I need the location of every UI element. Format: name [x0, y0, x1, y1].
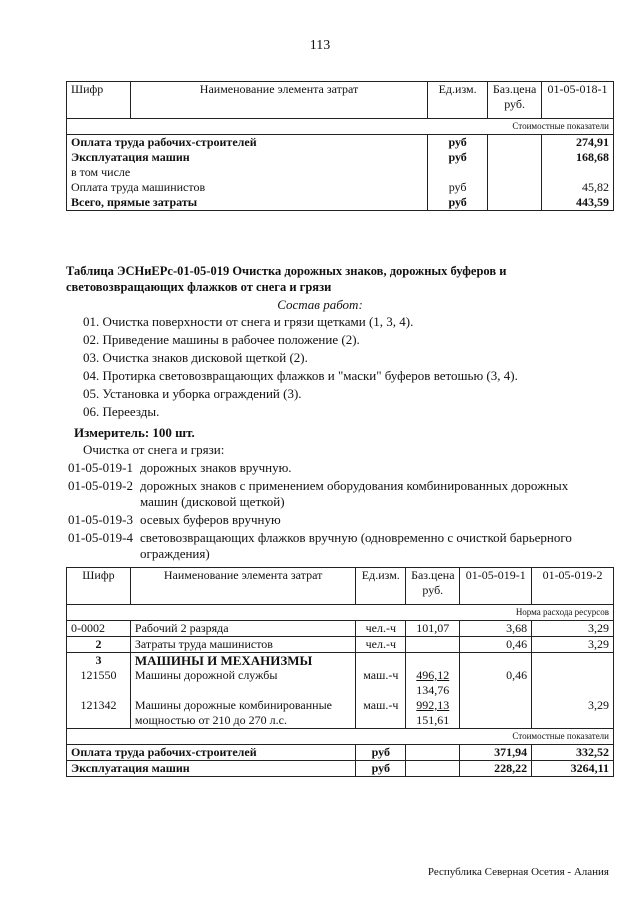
row-code: 0-0002 — [67, 621, 131, 637]
row-unit: чел.-ч — [356, 621, 406, 637]
row-v2 — [532, 668, 614, 698]
works-title: Состав работ: — [277, 297, 363, 312]
item-code: 01-05-019-3 — [68, 512, 133, 527]
item-code: 01-05-019-4 — [68, 530, 133, 545]
row-v1: 0,46 — [460, 668, 532, 698]
row-unit: руб — [428, 195, 488, 211]
row-name: Оплата труда машинистов — [67, 180, 428, 195]
row-unit — [356, 653, 406, 669]
table-row — [67, 637, 614, 653]
header-code: Шифр — [67, 82, 131, 119]
header-col1: 01-05-018-1 — [542, 82, 614, 119]
row-price — [406, 745, 460, 761]
price-base: 496,12 — [416, 668, 450, 682]
work-item: 06. Переезды. — [83, 404, 160, 419]
row-v1: 168,68 — [542, 150, 614, 165]
table-row — [67, 195, 614, 211]
row-code: 2 — [67, 637, 131, 653]
row-v1 — [460, 653, 532, 669]
row-price — [488, 195, 542, 211]
note-row — [67, 119, 614, 135]
row-v1: 274,91 — [542, 135, 614, 151]
row-v2: 3,29 — [532, 698, 614, 729]
row-name: Машины дорожной службы — [130, 668, 355, 698]
row-v1: 0,46 — [460, 637, 532, 653]
item-text: дорожных знаков с применением оборудования комбинированных дорожных машин (дисковой щеткой) — [140, 478, 569, 509]
row-v1: 45,82 — [542, 180, 614, 195]
row-v2: 332,52 — [532, 745, 614, 761]
row-name: Рабочий 2 разряда — [130, 621, 355, 637]
row-name: Оплата труда рабочих-строителей — [67, 745, 356, 761]
item-code: 01-05-019-1 — [68, 460, 133, 475]
table-row — [67, 180, 614, 195]
row-v2: 3,29 — [532, 621, 614, 637]
item-text: световозвращающих флажков вручную (одновременно с очисткой барьерного ограждения) — [140, 530, 572, 561]
row-price — [488, 165, 542, 180]
cleaning-title: Очистка от снега и грязи: — [83, 442, 225, 457]
work-item: 01. Очистка поверхности от снега и грязи щетками (1, 3, 4). — [83, 314, 414, 329]
row-code: 3 — [67, 653, 131, 669]
row-v1: 443,59 — [542, 195, 614, 211]
cost-note: Стоимостные показатели — [67, 119, 614, 135]
row-name: Машины дорожные комбинированные мощностью от 210 до 270 л.с. — [130, 698, 355, 729]
row-v1: 228,22 — [460, 761, 532, 777]
table-row — [67, 761, 614, 777]
work-item: 05. Установка и уборка ограждений (3). — [83, 386, 302, 401]
row-unit — [428, 165, 488, 180]
price-alt: 151,61 — [416, 713, 450, 727]
page-footer: Республика Северная Осетия - Алания — [427, 866, 609, 878]
cost-note: Стоимостные показатели — [67, 729, 614, 745]
table-row — [67, 135, 614, 151]
header-price: Баз.цена руб. — [406, 568, 460, 605]
row-unit: маш.-ч — [356, 668, 406, 698]
table-row — [67, 698, 614, 729]
row-unit: руб — [356, 745, 406, 761]
item-text: дорожных знаков вручную. — [140, 460, 292, 475]
header-code: Шифр — [67, 568, 131, 605]
row-unit: руб — [428, 180, 488, 195]
row-name: в том числе — [67, 165, 428, 180]
resource-table-2 — [66, 567, 614, 777]
row-price — [406, 668, 460, 698]
row-price — [406, 761, 460, 777]
row-v1: 3,68 — [460, 621, 532, 637]
row-price — [406, 698, 460, 729]
row-unit: руб — [428, 150, 488, 165]
cost-table-1 — [66, 81, 614, 211]
table-row — [67, 621, 614, 637]
item-text: осевых буферов вручную — [140, 512, 281, 527]
table-row — [67, 653, 614, 669]
table-caption: Таблица ЭСНиЕРс-01-05-019 Очистка дорожных знаков, дорожных буферов и световозвращающих флажков от снега и грязи — [66, 264, 507, 294]
page-number: 113 — [309, 38, 331, 53]
row-price — [406, 637, 460, 653]
item-code: 01-05-019-2 — [68, 478, 133, 493]
note-row — [67, 729, 614, 745]
row-price — [488, 150, 542, 165]
row-price: 101,07 — [406, 621, 460, 637]
header-unit: Ед.изм. — [356, 568, 406, 605]
row-unit: руб — [356, 761, 406, 777]
row-v1 — [460, 698, 532, 729]
row-price — [406, 653, 460, 669]
row-code: 121342 — [67, 698, 131, 729]
work-item: 03. Очистка знаков дисковой щеткой (2). — [83, 350, 308, 365]
header-name: Наименование элемента затрат — [130, 82, 427, 119]
table-row — [67, 165, 614, 180]
row-name: Всего, прямые затраты — [67, 195, 428, 211]
table-row — [67, 150, 614, 165]
note-row — [67, 605, 614, 621]
row-code: 121550 — [67, 668, 131, 698]
row-v2: 3,29 — [532, 637, 614, 653]
row-v1 — [542, 165, 614, 180]
header-name: Наименование элемента затрат — [130, 568, 355, 605]
measure-unit: Измеритель: 100 шт. — [74, 425, 195, 440]
header-col2: 01-05-019-2 — [532, 568, 614, 605]
row-name: Эксплуатация машин — [67, 150, 428, 165]
row-v2 — [532, 653, 614, 669]
work-item: 02. Приведение машины в рабочее положение (2). — [83, 332, 360, 347]
row-price — [488, 180, 542, 195]
row-v2: 3264,11 — [532, 761, 614, 777]
table-row — [67, 745, 614, 761]
work-item: 04. Протирка световозвращающих флажков и "маски" буферов ветошью (3, 4). — [83, 368, 518, 383]
row-unit: маш.-ч — [356, 698, 406, 729]
row-name: Затраты труда машинистов — [130, 637, 355, 653]
header-unit: Ед.изм. — [428, 82, 488, 119]
row-name: Эксплуатация машин — [67, 761, 356, 777]
table-header-row — [67, 568, 614, 605]
price-base: 992,13 — [416, 698, 450, 712]
row-v1: 371,94 — [460, 745, 532, 761]
row-price — [488, 135, 542, 151]
row-name: МАШИНЫ И МЕХАНИЗМЫ — [130, 653, 355, 669]
norm-note: Норма расхода ресурсов — [67, 605, 614, 621]
row-unit: руб — [428, 135, 488, 151]
price-alt: 134,76 — [416, 683, 450, 697]
row-unit: чел.-ч — [356, 637, 406, 653]
table-row — [67, 668, 614, 698]
header-col1: 01-05-019-1 — [460, 568, 532, 605]
table-header-row — [67, 82, 614, 119]
row-name: Оплата труда рабочих-строителей — [67, 135, 428, 151]
header-price: Баз.цена руб. — [488, 82, 542, 119]
